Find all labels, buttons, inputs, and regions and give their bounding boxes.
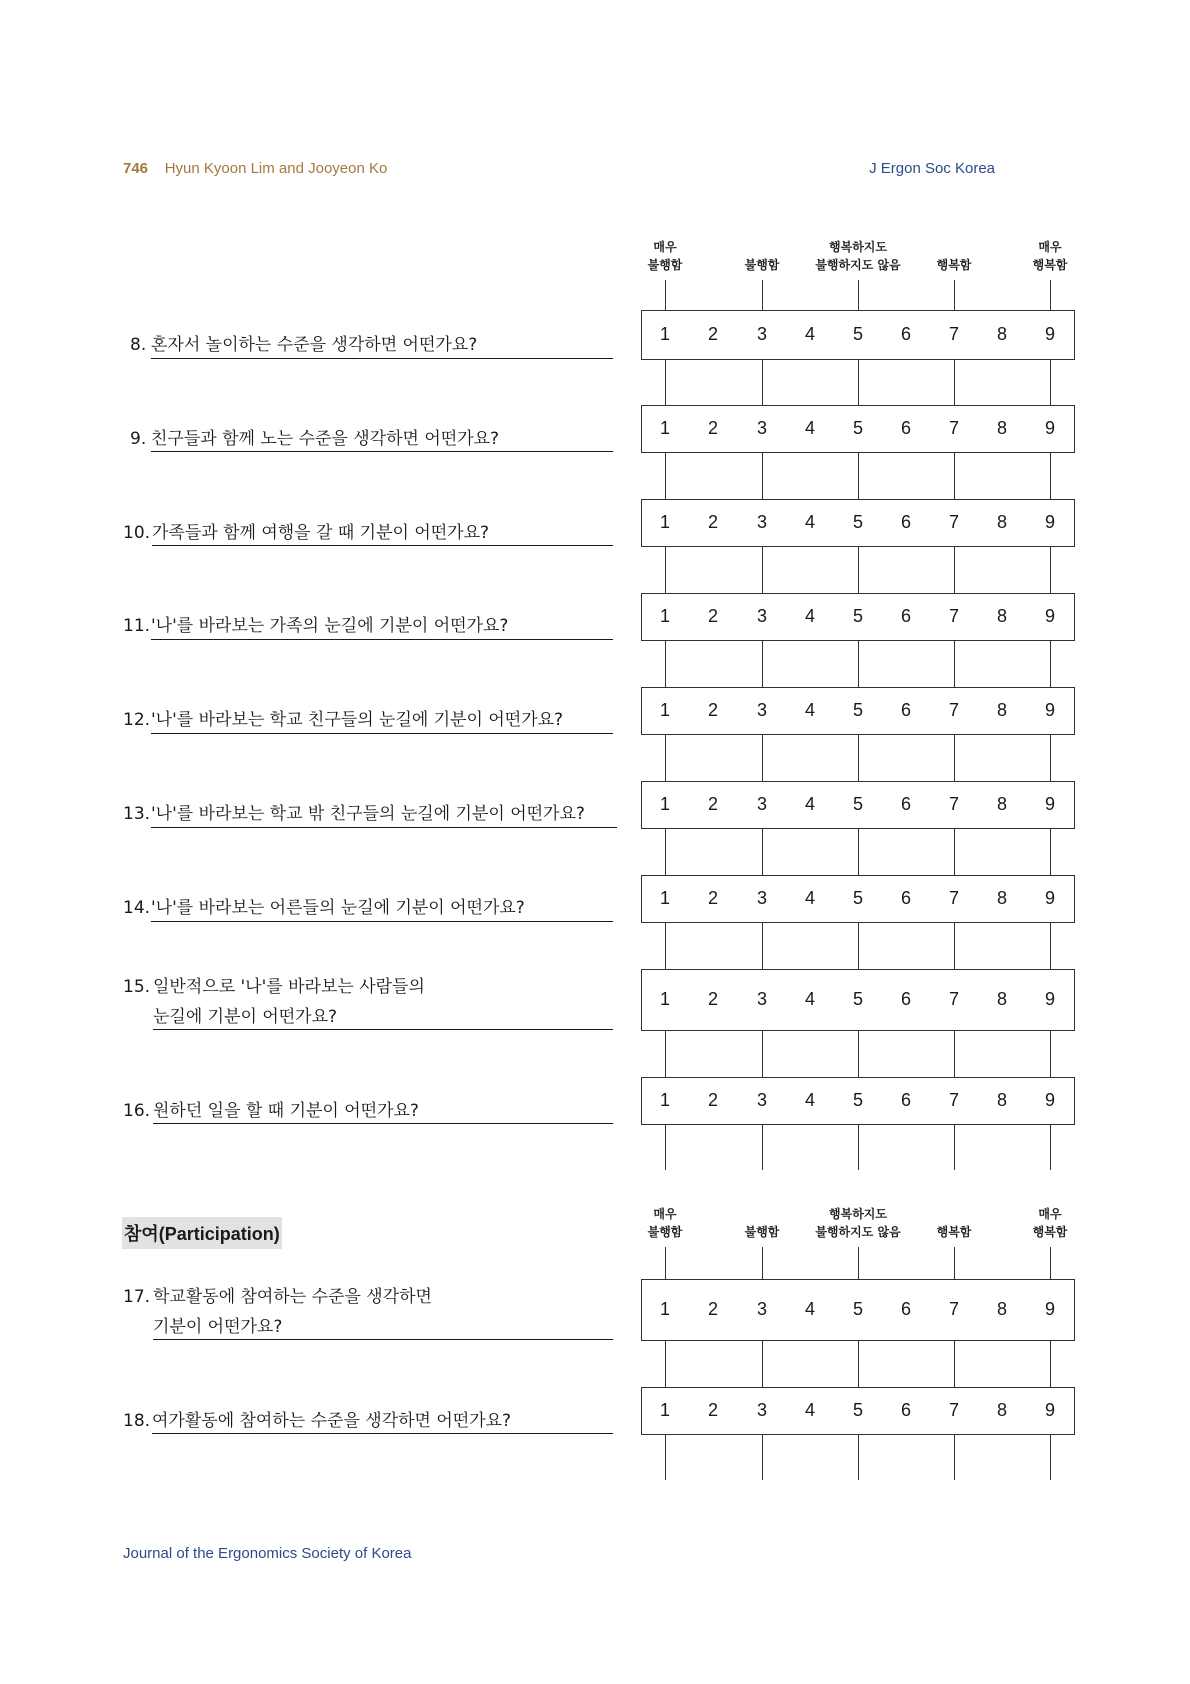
rating-option-5[interactable]: 5 bbox=[852, 1090, 863, 1110]
scale-tick bbox=[665, 1031, 666, 1077]
scale-tick bbox=[762, 641, 763, 687]
scale-tick bbox=[954, 360, 955, 405]
rating-option-7[interactable]: 7 bbox=[948, 888, 959, 908]
scale-tick bbox=[858, 1435, 859, 1480]
rating-option-6[interactable]: 6 bbox=[900, 888, 911, 908]
scale-tick bbox=[762, 547, 763, 593]
question-text-line: 원하던 일을 할 때 기분이 어떤가요? bbox=[153, 1101, 419, 1121]
scale-label-line1: 행복하지도 bbox=[829, 240, 887, 254]
rating-option-1[interactable]: 1 bbox=[659, 1299, 670, 1319]
question-underline bbox=[152, 545, 613, 546]
rating-option-4[interactable]: 4 bbox=[804, 794, 815, 814]
question-12 bbox=[123, 705, 563, 735]
rating-option-7[interactable]: 7 bbox=[948, 606, 959, 626]
rating-option-8[interactable]: 8 bbox=[996, 324, 1007, 344]
rating-option-3[interactable]: 3 bbox=[756, 1090, 767, 1110]
scale-tick bbox=[858, 829, 859, 875]
scale-tick bbox=[858, 1031, 859, 1077]
question-number: 14. bbox=[123, 898, 151, 918]
rating-option-9[interactable]: 9 bbox=[1044, 888, 1055, 908]
question-number: 9. bbox=[130, 429, 147, 449]
rating-option-1[interactable]: 1 bbox=[659, 794, 670, 814]
rating-option-5[interactable]: 5 bbox=[852, 512, 863, 532]
scale-tick bbox=[665, 829, 666, 875]
scale-tick bbox=[665, 280, 666, 310]
rating-option-2[interactable]: 2 bbox=[707, 888, 718, 908]
rating-option-1[interactable]: 1 bbox=[659, 700, 670, 720]
rating-option-5[interactable]: 5 bbox=[852, 989, 863, 1009]
scale-tick bbox=[762, 735, 763, 781]
authors: Hyun Kyoon Lim and Jooyeon Ko bbox=[164, 160, 388, 177]
rating-option-8[interactable]: 8 bbox=[996, 1090, 1007, 1110]
question-text-line: 친구들과 함께 노는 수준을 생각하면 어떤가요? bbox=[151, 429, 500, 449]
scale-tick bbox=[1050, 923, 1051, 969]
scale-tick bbox=[858, 641, 859, 687]
scale-tick bbox=[762, 829, 763, 875]
scale-tick bbox=[858, 280, 859, 310]
scale-tick bbox=[665, 923, 666, 969]
question-14 bbox=[123, 893, 525, 923]
footer-journal: Journal of the Ergonomics Society of Korea bbox=[123, 1545, 412, 1562]
rating-option-2[interactable]: 2 bbox=[707, 794, 718, 814]
rating-option-8[interactable]: 8 bbox=[996, 888, 1007, 908]
scale-tick bbox=[858, 1247, 859, 1279]
rating-option-6[interactable]: 6 bbox=[900, 1400, 911, 1420]
rating-option-8[interactable]: 8 bbox=[996, 418, 1007, 438]
rating-option-8[interactable]: 8 bbox=[996, 700, 1007, 720]
scale-tick bbox=[954, 923, 955, 969]
rating-option-9[interactable]: 9 bbox=[1044, 1400, 1055, 1420]
journal-short-title: J Ergon Soc Korea bbox=[869, 160, 995, 177]
rating-option-3[interactable]: 3 bbox=[756, 606, 767, 626]
rating-option-4[interactable]: 4 bbox=[804, 1400, 815, 1420]
scale-tick bbox=[762, 1435, 763, 1480]
scale-tick bbox=[1050, 1031, 1051, 1077]
scale-label-line2: 불행함 bbox=[647, 258, 683, 272]
scale-tick bbox=[762, 1125, 763, 1170]
question-15 bbox=[123, 972, 425, 1002]
rating-option-7[interactable]: 7 bbox=[948, 512, 959, 532]
rating-option-1[interactable]: 1 bbox=[659, 512, 670, 532]
question-number: 12. bbox=[123, 710, 151, 730]
rating-option-5[interactable]: 5 bbox=[852, 606, 863, 626]
rating-option-1[interactable]: 1 bbox=[659, 989, 670, 1009]
scale-tick bbox=[954, 453, 955, 499]
scale-tick bbox=[954, 735, 955, 781]
scale-tick bbox=[762, 280, 763, 310]
page-number: 746 bbox=[123, 160, 149, 177]
rating-option-6[interactable]: 6 bbox=[900, 989, 911, 1009]
scale-tick bbox=[1050, 1247, 1051, 1279]
rating-option-7[interactable]: 7 bbox=[948, 1090, 959, 1110]
scale-tick bbox=[1050, 1435, 1051, 1480]
scale-tick bbox=[665, 641, 666, 687]
question-number: 8. bbox=[130, 335, 147, 355]
scale-label-line2: 불행함 bbox=[744, 1225, 780, 1239]
scale-label bbox=[990, 238, 1110, 274]
rating-option-4[interactable]: 4 bbox=[804, 512, 815, 532]
scale-tick bbox=[1050, 829, 1051, 875]
question-underline bbox=[151, 733, 613, 734]
scale-tick bbox=[954, 829, 955, 875]
rating-option-5[interactable]: 5 bbox=[852, 794, 863, 814]
rating-option-1[interactable]: 1 bbox=[659, 1090, 670, 1110]
rating-option-6[interactable]: 6 bbox=[900, 1090, 911, 1110]
question-text-line: '나'를 바라보는 어른들의 눈길에 기분이 어떤가요? bbox=[151, 898, 525, 918]
rating-option-3[interactable]: 3 bbox=[756, 1400, 767, 1420]
rating-option-4[interactable]: 4 bbox=[804, 324, 815, 344]
rating-option-7[interactable]: 7 bbox=[948, 794, 959, 814]
scale-tick bbox=[954, 280, 955, 310]
question-text-line: 일반적으로 '나'를 바라보는 사람들의 bbox=[153, 977, 425, 997]
scale-tick bbox=[1050, 360, 1051, 405]
scale-tick bbox=[665, 735, 666, 781]
rating-option-4[interactable]: 4 bbox=[804, 1090, 815, 1110]
rating-option-5[interactable]: 5 bbox=[852, 324, 863, 344]
rating-option-9[interactable]: 9 bbox=[1044, 418, 1055, 438]
rating-option-9[interactable]: 9 bbox=[1044, 700, 1055, 720]
rating-option-9[interactable]: 9 bbox=[1044, 606, 1055, 626]
rating-option-3[interactable]: 3 bbox=[756, 794, 767, 814]
question-number: 11. bbox=[123, 616, 151, 636]
rating-option-7[interactable]: 7 bbox=[948, 1400, 959, 1420]
scale-label-line1: 매우 bbox=[1038, 1207, 1062, 1221]
rating-option-4[interactable]: 4 bbox=[804, 606, 815, 626]
scale-tick bbox=[858, 1341, 859, 1387]
rating-option-4[interactable]: 4 bbox=[804, 989, 815, 1009]
scale-tick bbox=[858, 547, 859, 593]
question-text-line: 여가활동에 참여하는 수준을 생각하면 어떤가요? bbox=[152, 1411, 512, 1431]
question-text-line-2: 기분이 어떤가요? bbox=[153, 1317, 283, 1337]
rating-option-2[interactable]: 2 bbox=[707, 1299, 718, 1319]
rating-option-8[interactable]: 8 bbox=[996, 1400, 1007, 1420]
rating-option-8[interactable]: 8 bbox=[996, 512, 1007, 532]
question-9 bbox=[130, 424, 499, 454]
rating-option-7[interactable]: 7 bbox=[948, 418, 959, 438]
scale-tick bbox=[762, 1341, 763, 1387]
question-text-line: '나'를 바라보는 가족의 눈길에 기분이 어떤가요? bbox=[151, 616, 509, 636]
rating-option-6[interactable]: 6 bbox=[900, 606, 911, 626]
question-11 bbox=[123, 611, 508, 641]
question-underline bbox=[153, 1339, 613, 1340]
scale-tick bbox=[665, 1125, 666, 1170]
rating-option-3[interactable]: 3 bbox=[756, 888, 767, 908]
scale-tick bbox=[665, 453, 666, 499]
scale-tick bbox=[954, 1125, 955, 1170]
scale-label-line2: 행복함 bbox=[1032, 258, 1068, 272]
rating-option-6[interactable]: 6 bbox=[900, 324, 911, 344]
question-underline bbox=[151, 639, 613, 640]
rating-option-9[interactable]: 9 bbox=[1044, 1299, 1055, 1319]
scale-tick bbox=[665, 360, 666, 405]
running-header bbox=[123, 160, 387, 177]
scale-tick bbox=[1050, 280, 1051, 310]
rating-option-2[interactable]: 2 bbox=[707, 606, 718, 626]
rating-option-5[interactable]: 5 bbox=[852, 888, 863, 908]
scale-label-line2: 불행하지도 않음 bbox=[815, 258, 901, 272]
rating-option-6[interactable]: 6 bbox=[900, 794, 911, 814]
rating-option-8[interactable]: 8 bbox=[996, 794, 1007, 814]
scale-tick bbox=[858, 1125, 859, 1170]
rating-option-3[interactable]: 3 bbox=[756, 418, 767, 438]
rating-option-4[interactable]: 4 bbox=[804, 418, 815, 438]
rating-option-9[interactable]: 9 bbox=[1044, 794, 1055, 814]
rating-option-6[interactable]: 6 bbox=[900, 700, 911, 720]
section-title: 참여(Participation) bbox=[122, 1217, 282, 1249]
rating-option-7[interactable]: 7 bbox=[948, 700, 959, 720]
rating-option-1[interactable]: 1 bbox=[659, 888, 670, 908]
rating-option-2[interactable]: 2 bbox=[707, 1090, 718, 1110]
question-text-line: '나'를 바라보는 학교 친구들의 눈길에 기분이 어떤가요? bbox=[151, 710, 564, 730]
rating-option-3[interactable]: 3 bbox=[756, 1299, 767, 1319]
scale-tick bbox=[858, 360, 859, 405]
scale-tick bbox=[1050, 735, 1051, 781]
scale-tick bbox=[665, 1341, 666, 1387]
scale-label bbox=[990, 1205, 1110, 1241]
rating-option-6[interactable]: 6 bbox=[900, 418, 911, 438]
rating-option-5[interactable]: 5 bbox=[852, 418, 863, 438]
rating-option-9[interactable]: 9 bbox=[1044, 512, 1055, 532]
rating-option-3[interactable]: 3 bbox=[756, 989, 767, 1009]
question-number: 18. bbox=[123, 1411, 151, 1431]
scale-label-line2: 불행함 bbox=[647, 1225, 683, 1239]
rating-option-5[interactable]: 5 bbox=[852, 1299, 863, 1319]
rating-option-5[interactable]: 5 bbox=[852, 1400, 863, 1420]
scale-label-line2: 불행함 bbox=[744, 258, 780, 272]
rating-option-4[interactable]: 4 bbox=[804, 1299, 815, 1319]
rating-option-2[interactable]: 2 bbox=[707, 989, 718, 1009]
scale-tick bbox=[858, 735, 859, 781]
question-underline bbox=[153, 1123, 613, 1124]
rating-option-9[interactable]: 9 bbox=[1044, 989, 1055, 1009]
rating-option-3[interactable]: 3 bbox=[756, 700, 767, 720]
scale-tick bbox=[954, 1247, 955, 1279]
question-number: 17. bbox=[123, 1287, 151, 1307]
question-number: 16. bbox=[123, 1101, 151, 1121]
question-number: 15. bbox=[123, 977, 151, 997]
scale-tick bbox=[954, 547, 955, 593]
scale-tick bbox=[1050, 453, 1051, 499]
scale-tick bbox=[665, 547, 666, 593]
scale-label-line2: 행복함 bbox=[1032, 1225, 1068, 1239]
question-underline bbox=[151, 358, 613, 359]
question-18 bbox=[123, 1406, 511, 1436]
question-underline bbox=[152, 1433, 613, 1434]
scale-tick bbox=[665, 1435, 666, 1480]
rating-option-3[interactable]: 3 bbox=[756, 512, 767, 532]
scale-tick bbox=[954, 1435, 955, 1480]
rating-option-8[interactable]: 8 bbox=[996, 1299, 1007, 1319]
rating-option-1[interactable]: 1 bbox=[659, 1400, 670, 1420]
rating-option-1[interactable]: 1 bbox=[659, 606, 670, 626]
question-8 bbox=[130, 330, 477, 360]
scale-tick bbox=[665, 1247, 666, 1279]
scale-label-line2: 행복함 bbox=[936, 1225, 972, 1239]
scale-label-line1: 매우 bbox=[653, 240, 677, 254]
scale-tick bbox=[762, 1247, 763, 1279]
scale-label-line2: 행복함 bbox=[936, 258, 972, 272]
rating-option-6[interactable]: 6 bbox=[900, 512, 911, 532]
scale-tick bbox=[954, 641, 955, 687]
scale-tick bbox=[954, 1031, 955, 1077]
question-text-line-2: 눈길에 기분이 어떤가요? bbox=[153, 1007, 338, 1027]
rating-option-3[interactable]: 3 bbox=[756, 324, 767, 344]
scale-tick bbox=[762, 453, 763, 499]
rating-option-4[interactable]: 4 bbox=[804, 888, 815, 908]
rating-option-7[interactable]: 7 bbox=[948, 989, 959, 1009]
question-13 bbox=[123, 799, 585, 829]
scale-tick bbox=[858, 453, 859, 499]
rating-option-2[interactable]: 2 bbox=[707, 700, 718, 720]
question-10 bbox=[123, 518, 489, 548]
scale-tick bbox=[858, 923, 859, 969]
rating-option-2[interactable]: 2 bbox=[707, 1400, 718, 1420]
scale-tick bbox=[762, 1031, 763, 1077]
rating-option-9[interactable]: 9 bbox=[1044, 324, 1055, 344]
question-underline bbox=[151, 451, 613, 452]
rating-option-2[interactable]: 2 bbox=[707, 418, 718, 438]
scale-label-line1: 행복하지도 bbox=[829, 1207, 887, 1221]
rating-option-7[interactable]: 7 bbox=[948, 324, 959, 344]
question-text-line: 학교활동에 참여하는 수준을 생각하면 bbox=[153, 1287, 432, 1307]
rating-option-1[interactable]: 1 bbox=[659, 418, 670, 438]
rating-option-7[interactable]: 7 bbox=[948, 1299, 959, 1319]
scale-label-line2: 불행하지도 않음 bbox=[815, 1225, 901, 1239]
question-underline bbox=[153, 1029, 613, 1030]
question-16 bbox=[123, 1096, 419, 1126]
scale-tick bbox=[954, 1341, 955, 1387]
rating-option-9[interactable]: 9 bbox=[1044, 1090, 1055, 1110]
question-underline bbox=[151, 921, 613, 922]
question-number: 10. bbox=[123, 523, 151, 543]
question-number: 13. bbox=[123, 804, 151, 824]
scale-tick bbox=[762, 360, 763, 405]
question-text-line: 혼자서 놀이하는 수준을 생각하면 어떤가요? bbox=[151, 335, 478, 355]
rating-option-1[interactable]: 1 bbox=[659, 324, 670, 344]
rating-option-8[interactable]: 8 bbox=[996, 989, 1007, 1009]
question-text-line: 가족들과 함께 여행을 갈 때 기분이 어떤가요? bbox=[152, 523, 490, 543]
scale-tick bbox=[1050, 1125, 1051, 1170]
question-underline bbox=[151, 827, 617, 828]
rating-option-8[interactable]: 8 bbox=[996, 606, 1007, 626]
scale-tick bbox=[1050, 547, 1051, 593]
question-17 bbox=[123, 1282, 432, 1312]
scale-tick bbox=[1050, 641, 1051, 687]
rating-option-6[interactable]: 6 bbox=[900, 1299, 911, 1319]
rating-option-5[interactable]: 5 bbox=[852, 700, 863, 720]
scale-label-line1: 매우 bbox=[1038, 240, 1062, 254]
scale-label-line1: 매우 bbox=[653, 1207, 677, 1221]
rating-option-2[interactable]: 2 bbox=[707, 324, 718, 344]
question-text-line: '나'를 바라보는 학교 밖 친구들의 눈길에 기분이 어떤가요? bbox=[151, 804, 585, 824]
rating-option-2[interactable]: 2 bbox=[707, 512, 718, 532]
rating-option-4[interactable]: 4 bbox=[804, 700, 815, 720]
scale-tick bbox=[1050, 1341, 1051, 1387]
scale-tick bbox=[762, 923, 763, 969]
